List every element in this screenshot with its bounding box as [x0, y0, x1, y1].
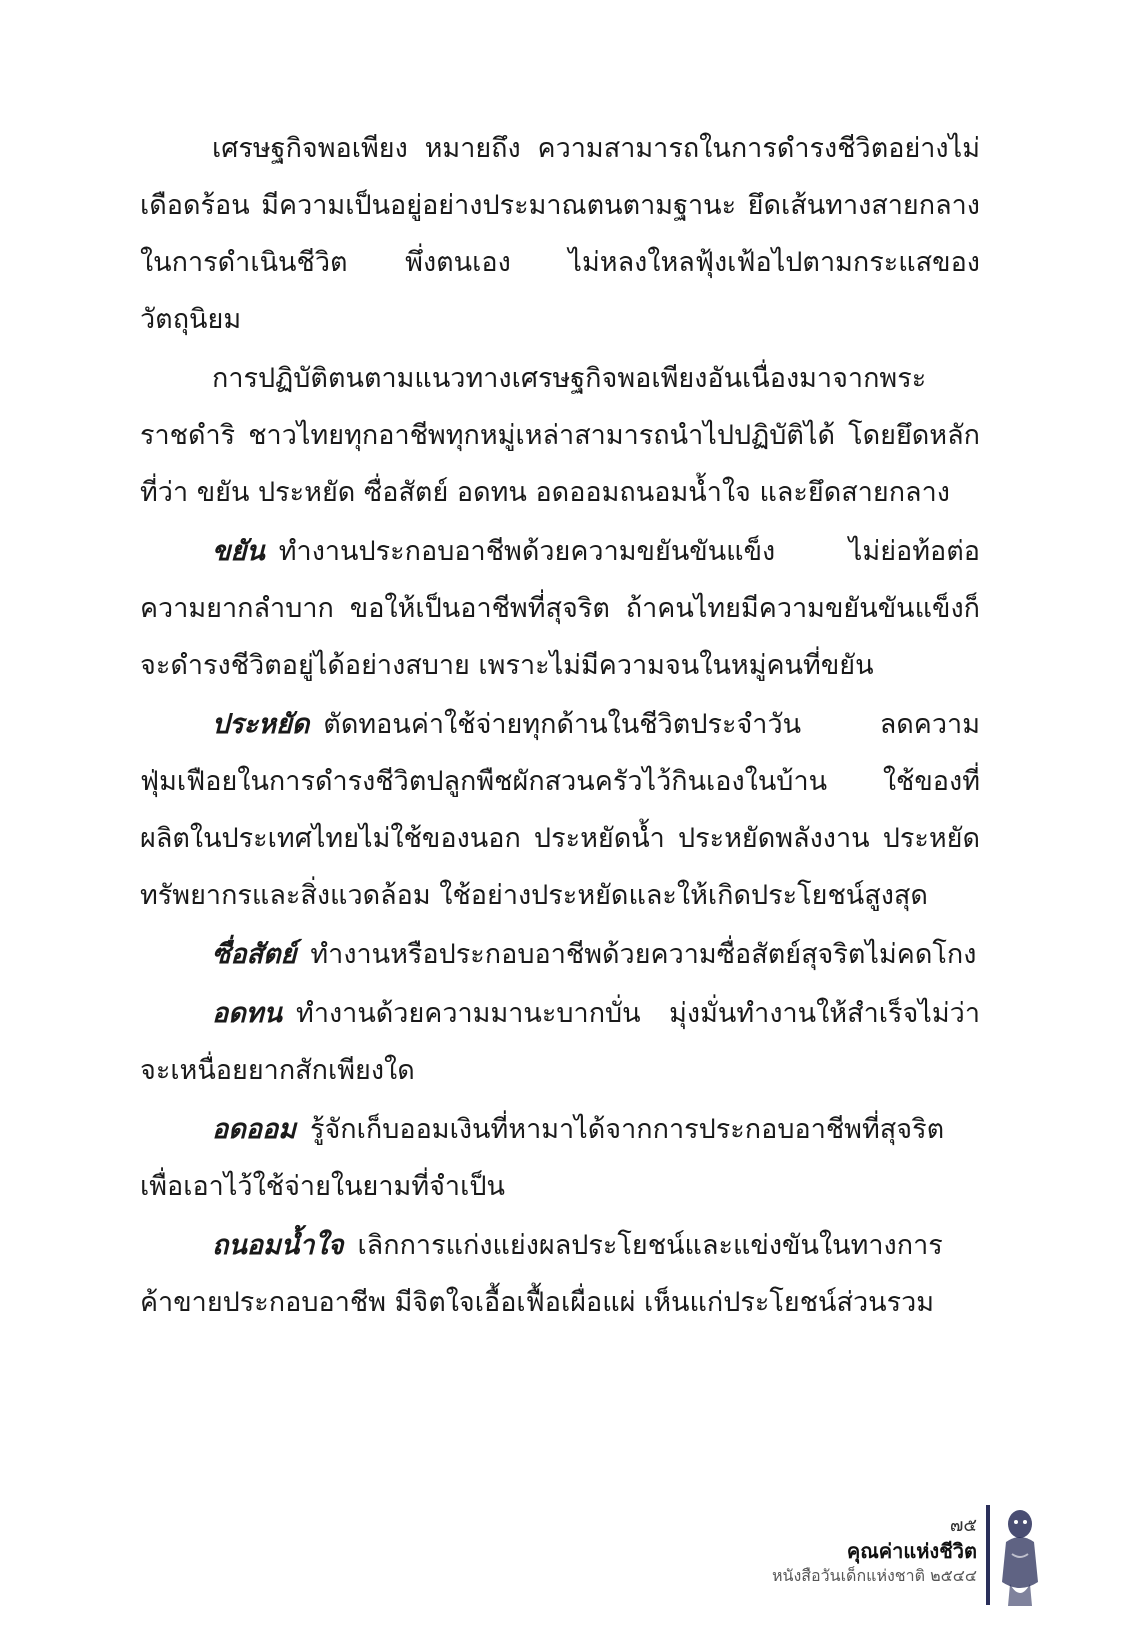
principle-term: ประหยัด	[212, 709, 310, 740]
principle-thrift	[140, 696, 980, 924]
page-number: ๗๕	[949, 1515, 977, 1536]
principle-text: ทำงานประกอบอาชีพด้วยความขยันขันแข็ง ไม่ย่อท้อต่อความยากลำบาก ขอให้เป็นอาชีพที่สุจริต ถ้าคนไทยมีความขยันขันแข็งก็จะดำรงชีวิตอยู่ได้อย่างสบาย เพราะไม่มีความจนในหมู่คนที่ขยัน	[140, 536, 980, 681]
principle-text: ทำงานด้วยความมานะบากบั่น มุ่งมั่นทำงานให้สำเร็จไม่ว่าจะเหนื่อยยากสักเพียงใด	[140, 998, 980, 1086]
principle-term: ขยัน	[212, 536, 265, 567]
principle-diligence	[140, 523, 980, 694]
page-body	[140, 120, 980, 1333]
principle-term: ซื่อสัตย์	[212, 939, 297, 970]
page-footer	[772, 1515, 977, 1587]
principle-text: ทำงานหรือประกอบอาชีพด้วยความซื่อสัตย์สุจริตไม่คดโกง	[310, 939, 977, 970]
principle-saving	[140, 1101, 980, 1215]
principle-text: ตัดทอนค่าใช้จ่ายทุกด้านในชีวิตประจำวัน ลดความฟุ่มเฟือยในการดำรงชีวิตปลูกพืชผักสวนครัวไว้กินเองในบ้าน ใช้ของที่ผลิตในประเทศไทยไม่ใช้ของนอก ประหยัดน้ำ ประหยัดพลังงาน ประหยัดทรัพยากรและสิ่งแวดล้อม ใช้อย่างประหยัดและให้เกิดประโยชน์สูงสุด	[140, 709, 980, 911]
principle-term: อดทน	[212, 998, 283, 1029]
principle-patience	[140, 985, 980, 1099]
footer-divider	[986, 1505, 990, 1605]
principle-kindness	[140, 1217, 980, 1331]
book-subtitle: หนังสือวันเด็กแห่งชาติ ๒๕๔๔	[771, 1566, 977, 1585]
principle-term: ถนอมน้ำใจ	[212, 1230, 344, 1261]
principle-term: อดออม	[212, 1114, 296, 1145]
book-title: คุณค่าแห่งชีวิต	[846, 1539, 977, 1563]
emblem-icon	[998, 1502, 1042, 1610]
principle-text: รู้จักเก็บออมเงินที่หามาได้จากการประกอบอาชีพที่สุจริตเพื่อเอาไว้ใช้จ่ายในยามที่จำเป็น	[140, 1114, 945, 1202]
intro-paragraph-2: การปฏิบัติตนตามแนวทางเศรษฐกิจพอเพียงอันเนื่องมาจากพระราชดำริ ชาวไทยทุกอาชีพทุกหมู่เหล่าสามารถนำไปปฏิบัติได้ โดยยึดหลักที่ว่า ขยัน ประหยัด ซื่อสัตย์ อดทน อดออมถนอมน้ำใจ และยึดสายกลาง	[140, 363, 980, 508]
principle-text: เลิกการแก่งแย่งผลประโยชน์และแข่งขันในทางการค้าขายประกอบอาชีพ มีจิตใจเอื้อเฟื้อเผื่อแผ่ เห็นแก่ประโยชน์ส่วนรวม	[140, 1230, 943, 1318]
intro-paragraph-1: เศรษฐกิจพอเพียง หมายถึง ความสามารถในการดำรงชีวิตอย่างไม่เดือดร้อน มีความเป็นอยู่อย่างประมาณตนตามฐานะ ยึดเส้นทางสายกลางในการดำเนินชีวิต พึ่งตนเอง ไม่หลงใหลฟุ้งเฟ้อไปตามกระแสของวัตถุนิยม	[140, 133, 980, 335]
principle-honesty	[140, 926, 980, 983]
